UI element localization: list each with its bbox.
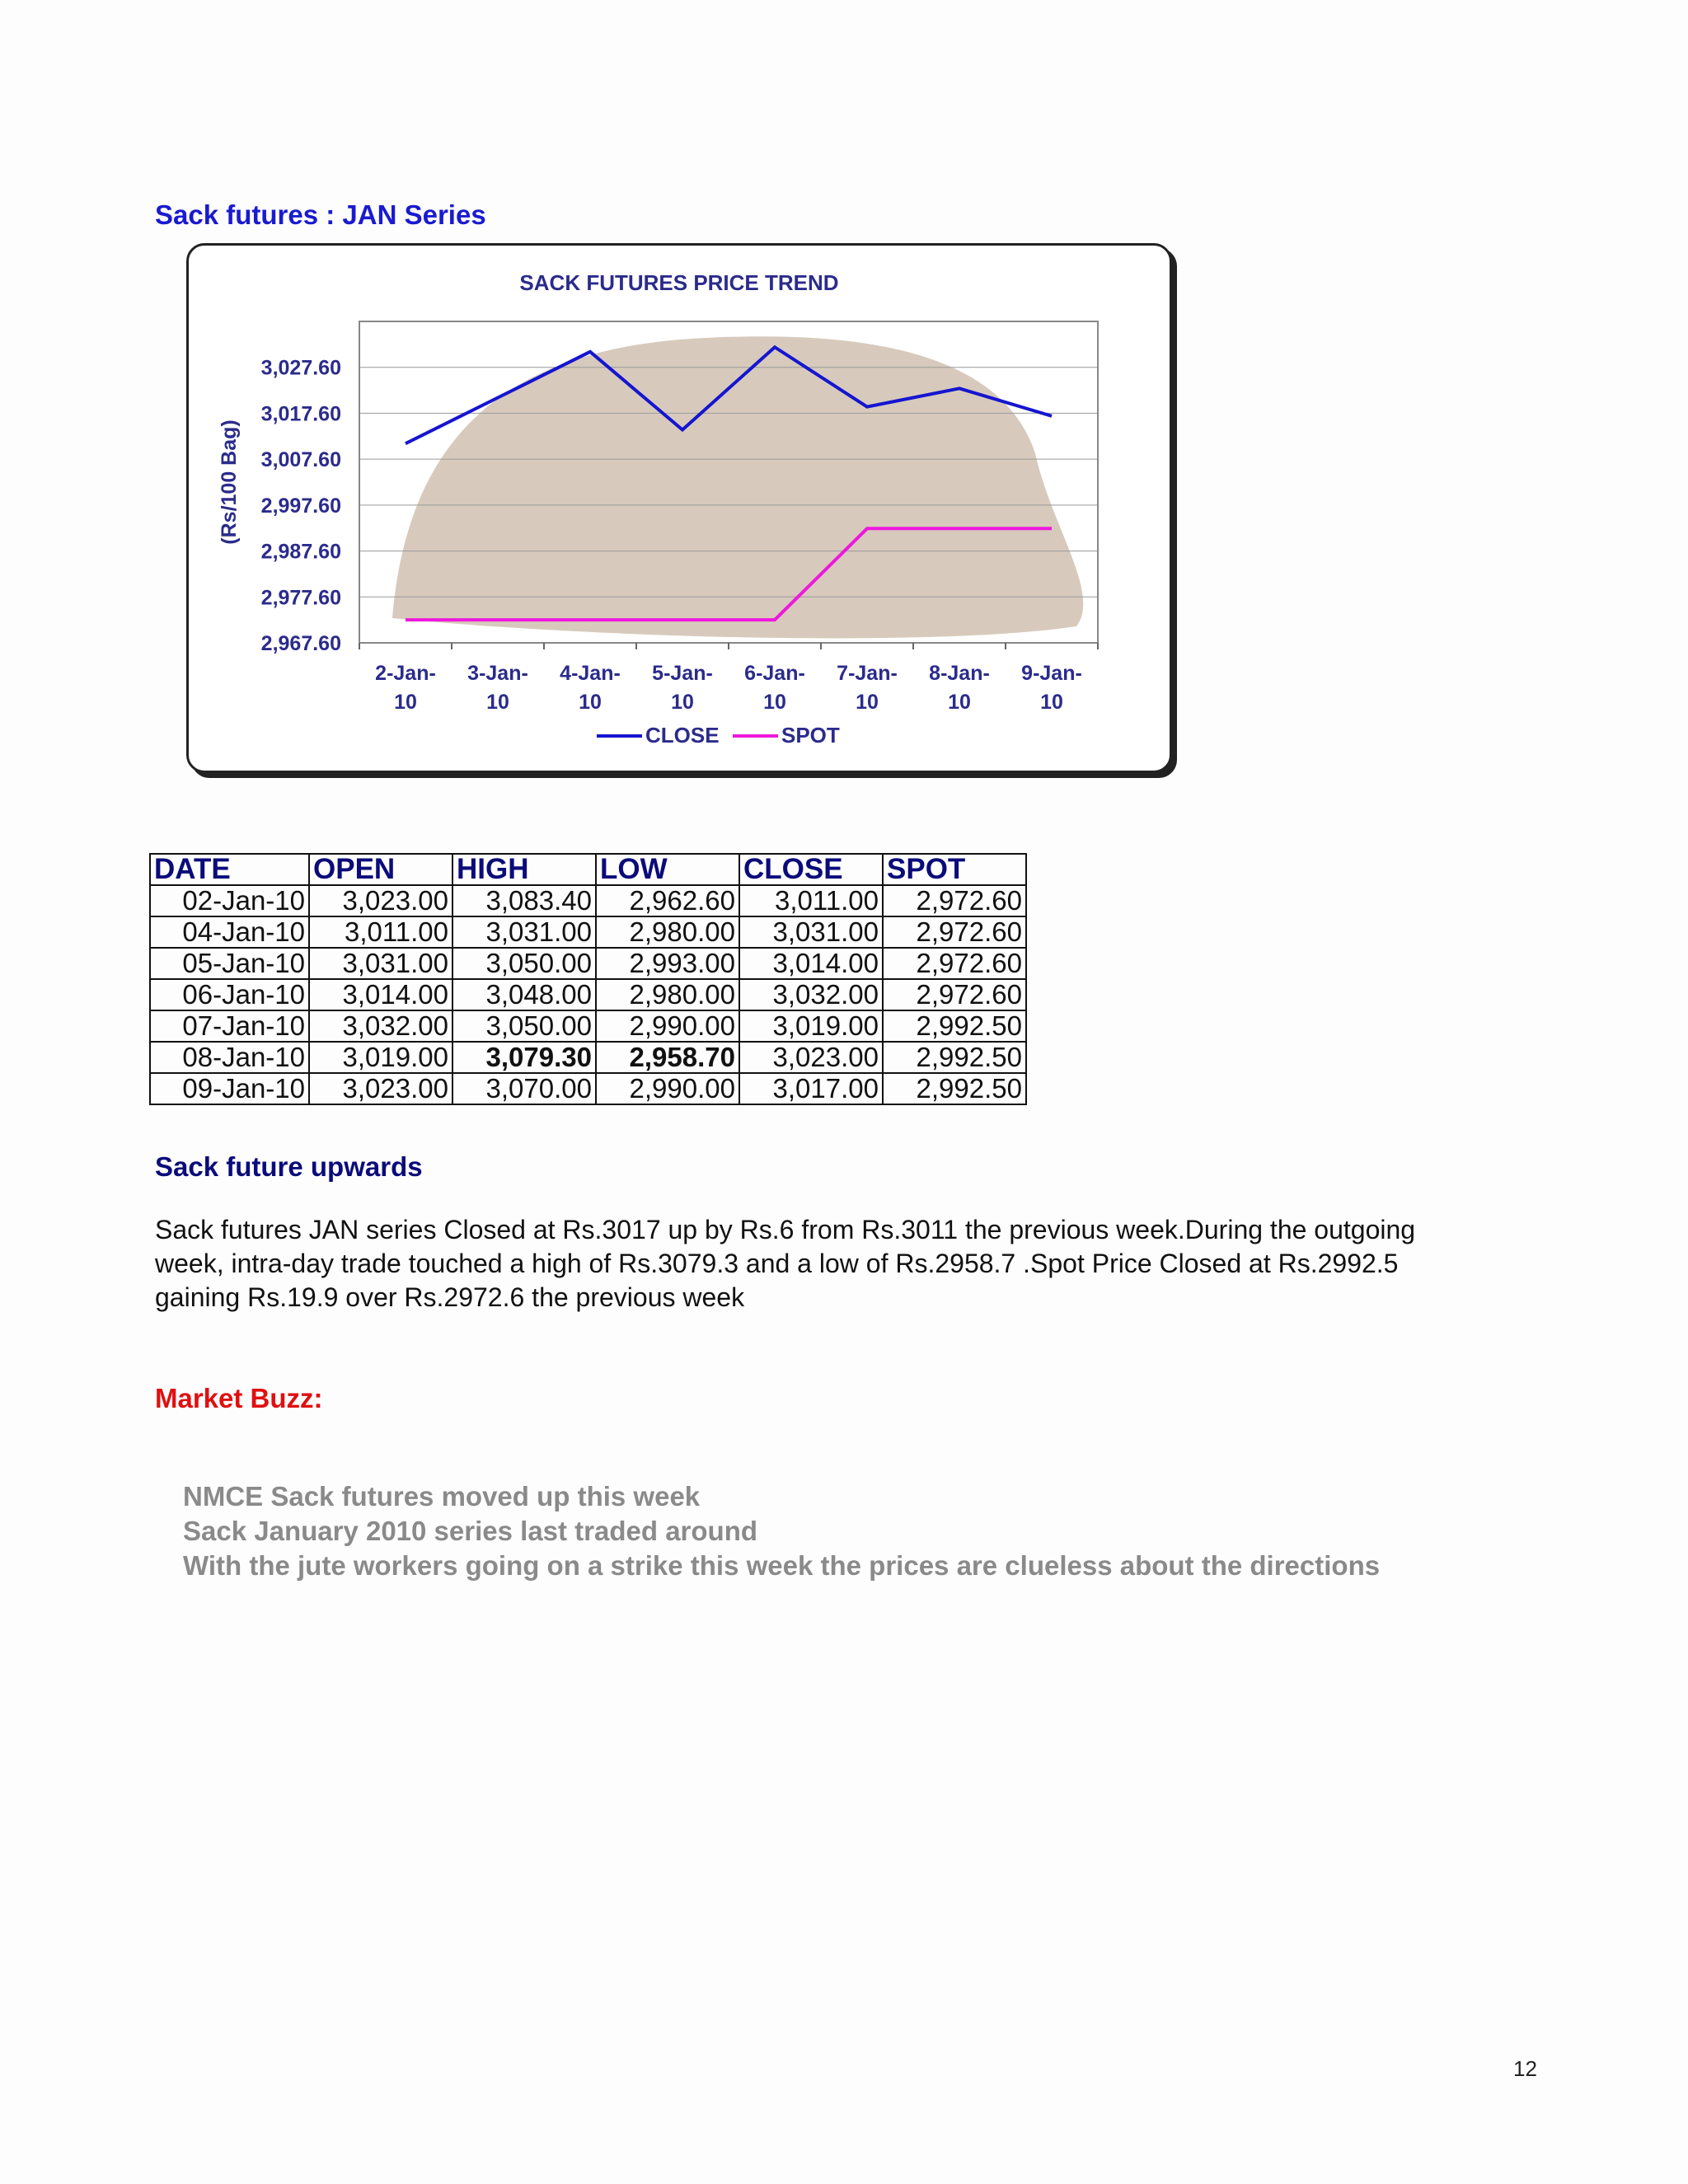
table-row bbox=[150, 885, 1026, 916]
cell-close: 3,011.00 bbox=[739, 885, 883, 916]
x-tick-label: 10 bbox=[1040, 691, 1063, 714]
y-tick-label: 2,967.60 bbox=[260, 632, 341, 655]
cell-high: 3,050.00 bbox=[452, 948, 596, 979]
y-tick-label: 2,977.60 bbox=[260, 586, 341, 610]
cell-high: 3,083.40 bbox=[452, 885, 596, 916]
cell-open: 3,019.00 bbox=[309, 1042, 452, 1073]
cell-low: 2,958.70 bbox=[596, 1042, 739, 1073]
cell-high: 3,079.30 bbox=[452, 1042, 596, 1073]
cell-open: 3,032.00 bbox=[309, 1010, 452, 1042]
cell-high: 3,070.00 bbox=[452, 1073, 596, 1104]
y-tick-label: 3,017.60 bbox=[260, 402, 341, 426]
cell-high: 3,048.00 bbox=[452, 979, 596, 1010]
cell-high: 3,031.00 bbox=[452, 916, 596, 948]
table-row bbox=[150, 1042, 1026, 1073]
section-title: Sack futures : JAN Series bbox=[155, 199, 486, 230]
chart-canvas bbox=[189, 246, 1170, 771]
x-tick-label: 6-Jan- bbox=[744, 662, 805, 685]
cell-spot: 2,972.60 bbox=[883, 948, 1026, 979]
buzz-line: Sack January 2010 series last traded around bbox=[183, 1516, 758, 1546]
cell-low: 2,962.60 bbox=[596, 885, 739, 916]
cell-low: 2,980.00 bbox=[596, 916, 739, 948]
cell-spot: 2,992.50 bbox=[883, 1010, 1026, 1042]
cell-date: 04-Jan-10 bbox=[150, 916, 309, 948]
cell-low: 2,990.00 bbox=[596, 1073, 739, 1104]
table-row bbox=[150, 948, 1026, 979]
cell-open: 3,023.00 bbox=[309, 1073, 452, 1104]
cell-open: 3,031.00 bbox=[309, 948, 452, 979]
header-date: DATE bbox=[150, 854, 309, 885]
cell-date: 09-Jan-10 bbox=[150, 1073, 309, 1104]
cell-spot: 2,972.60 bbox=[883, 885, 1026, 916]
cell-date: 06-Jan-10 bbox=[150, 979, 309, 1010]
cell-close: 3,014.00 bbox=[739, 948, 883, 979]
summary-paragraph: Sack futures JAN series Closed at Rs.3017 up by Rs.6 from Rs.3011 the previous week.During the outgoing week, intra-day trade touched a high of Rs.3079.3 and a low of Rs.2958.7 .Spot Price Closed at Rs.2992.5 gaining Rs.19.9 over Rs.2972.6 the previous week bbox=[155, 1215, 1416, 1312]
legend-label-close: CLOSE bbox=[645, 723, 720, 748]
y-tick-label: 3,007.60 bbox=[260, 448, 341, 472]
cell-low: 2,990.00 bbox=[596, 1010, 739, 1042]
cell-open: 3,014.00 bbox=[309, 979, 452, 1010]
cell-low: 2,980.00 bbox=[596, 979, 739, 1010]
x-tick-label: 7-Jan- bbox=[837, 662, 898, 685]
cell-spot: 2,972.60 bbox=[883, 916, 1026, 948]
x-tick-label: 10 bbox=[394, 691, 417, 714]
cell-close: 3,017.00 bbox=[739, 1073, 883, 1104]
summary-title: Sack future upwards bbox=[155, 1151, 423, 1182]
x-tick-label: 10 bbox=[671, 691, 694, 714]
cell-close: 3,031.00 bbox=[739, 916, 883, 948]
market-buzz-title: Market Buzz: bbox=[155, 1383, 323, 1413]
y-tick-label: 2,997.60 bbox=[260, 494, 341, 518]
header-close: CLOSE bbox=[739, 854, 883, 885]
cell-spot: 2,972.60 bbox=[883, 979, 1026, 1010]
cell-close: 3,032.00 bbox=[739, 979, 883, 1010]
price-trend-chart bbox=[186, 243, 1172, 773]
x-tick-label: 4-Jan- bbox=[560, 662, 621, 685]
header-open: OPEN bbox=[309, 854, 452, 885]
cell-open: 3,011.00 bbox=[309, 916, 452, 948]
price-table bbox=[149, 853, 1027, 1105]
cell-spot: 2,992.50 bbox=[883, 1073, 1026, 1104]
chart-title: SACK FUTURES PRICE TREND bbox=[519, 270, 839, 295]
x-tick-label: 2-Jan- bbox=[375, 662, 436, 685]
cell-high: 3,050.00 bbox=[452, 1010, 596, 1042]
cell-low: 2,993.00 bbox=[596, 948, 739, 979]
cell-date: 07-Jan-10 bbox=[150, 1010, 309, 1042]
x-tick-label: 10 bbox=[486, 691, 509, 714]
cell-date: 05-Jan-10 bbox=[150, 948, 309, 979]
page-number: 12 bbox=[1513, 2056, 1537, 2081]
y-tick-label: 3,027.60 bbox=[260, 356, 341, 380]
legend-label-spot: SPOT bbox=[781, 723, 840, 748]
cell-close: 3,023.00 bbox=[739, 1042, 883, 1073]
table-header-row bbox=[150, 854, 1026, 885]
table-row bbox=[150, 1010, 1026, 1042]
y-tick-label: 2,987.60 bbox=[260, 540, 341, 564]
x-tick-label: 10 bbox=[579, 691, 602, 714]
header-spot: SPOT bbox=[883, 854, 1026, 885]
cell-open: 3,023.00 bbox=[309, 885, 452, 916]
x-tick-label: 10 bbox=[856, 691, 879, 714]
cell-spot: 2,992.50 bbox=[883, 1042, 1026, 1073]
x-tick-label: 5-Jan- bbox=[652, 662, 713, 685]
cell-date: 02-Jan-10 bbox=[150, 885, 309, 916]
table-row bbox=[150, 916, 1026, 948]
cell-close: 3,019.00 bbox=[739, 1010, 883, 1042]
x-tick-label: 10 bbox=[948, 691, 971, 714]
market-buzz-list bbox=[183, 1479, 1380, 1583]
x-tick-label: 9-Jan- bbox=[1021, 662, 1082, 685]
buzz-line: NMCE Sack futures moved up this week bbox=[183, 1481, 701, 1511]
x-tick-label: 10 bbox=[763, 691, 786, 714]
table-row bbox=[150, 1073, 1026, 1104]
x-tick-label: 3-Jan- bbox=[467, 662, 528, 685]
y-axis-label: (Rs/100 Bag) bbox=[218, 419, 241, 545]
header-low: LOW bbox=[596, 854, 739, 885]
buzz-line: With the jute workers going on a strike this week the prices are clueless about the directions bbox=[183, 1550, 1381, 1581]
table-row bbox=[150, 979, 1026, 1010]
x-tick-label: 8-Jan- bbox=[929, 662, 990, 685]
header-high: HIGH bbox=[452, 854, 596, 885]
cell-date: 08-Jan-10 bbox=[150, 1042, 309, 1073]
